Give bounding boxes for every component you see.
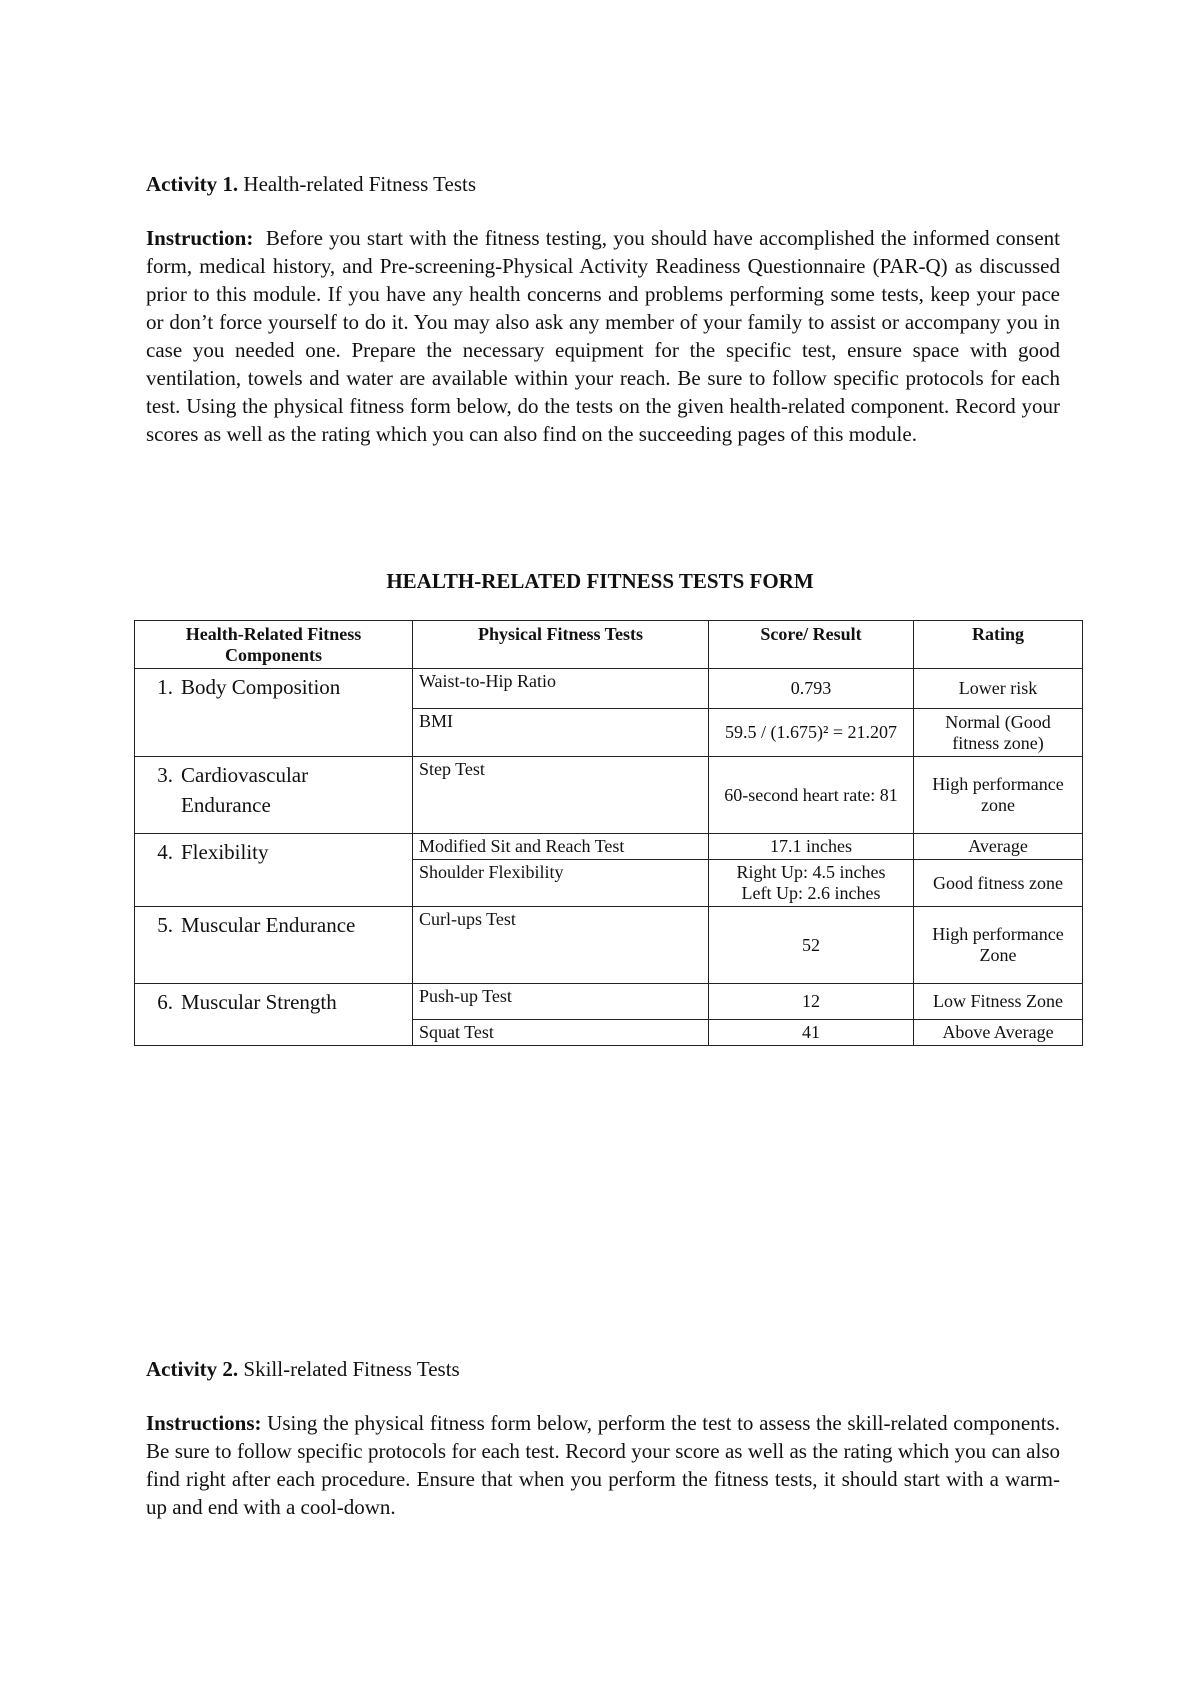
test-score: 41 bbox=[709, 1020, 914, 1046]
test-score: 0.793 bbox=[709, 669, 914, 709]
test-rating: Lower risk bbox=[914, 669, 1083, 709]
activity1-heading bbox=[146, 170, 1060, 198]
component-name: Cardiovascular Endurance bbox=[181, 763, 309, 817]
table-row bbox=[135, 984, 1083, 1020]
table-row bbox=[135, 834, 1083, 860]
activity2-instruction-text: Using the physical fitness form below, perform the test to assess the skill-related components. Be sure to follow specific protocols for each test. Record your score as well as the rating which you can also find right after each procedure. Ensure that when you perform the fitness tests, it should start with a warm-up and end with a cool-down. bbox=[146, 1411, 1061, 1519]
test-name: Squat Test bbox=[413, 1020, 709, 1046]
activity1-instruction-label: Instruction: bbox=[146, 226, 254, 250]
test-rating: High performance Zone bbox=[914, 907, 1083, 984]
component-name: Muscular Endurance bbox=[181, 913, 356, 937]
activity2-instruction-label: Instructions: bbox=[146, 1411, 262, 1435]
header-tests: Physical Fitness Tests bbox=[413, 621, 709, 669]
test-name: Shoulder Flexibility bbox=[413, 860, 709, 907]
component-name: Body Composition bbox=[181, 675, 341, 699]
test-rating: Above Average bbox=[914, 1020, 1083, 1046]
activity2-instruction bbox=[146, 1409, 1060, 1521]
component-cell bbox=[135, 834, 413, 907]
activity2-section bbox=[146, 1355, 1060, 1521]
activity1-instruction-text: Before you start with the fitness testing, you should have accomplished the informed consent form, medical history, and Pre-screening-Physical Activity Readiness Questionnaire (PAR-Q) as discussed prior to this module. If you have any health concerns and problems performing some tests, keep your pace or don’t force yourself to do it. You may also ask any member of your family to assist or accompany you in case you needed one. Prepare the necessary equipment for the specific test, ensure space with good ventilation, towels and water are available within your reach. Be sure to follow specific protocols for each test. Using the physical fitness form below, do the tests on the given health-related component. Record your scores as well as the rating which you can also find on the succeeding pages of this module. bbox=[146, 226, 1061, 446]
activity1-section bbox=[146, 170, 1060, 448]
test-name: BMI bbox=[413, 709, 709, 757]
fitness-tests-table bbox=[134, 620, 1083, 1046]
test-score: 12 bbox=[709, 984, 914, 1020]
test-rating: Average bbox=[914, 834, 1083, 860]
component-number: 1. bbox=[157, 675, 173, 699]
component-name: Flexibility bbox=[181, 840, 269, 864]
activity2-label: Activity 2. bbox=[146, 1357, 239, 1381]
component-number: 6. bbox=[157, 990, 173, 1014]
activity1-title: Health-related Fitness Tests bbox=[243, 172, 476, 196]
test-score: 59.5 / (1.675)² = 21.207 bbox=[709, 709, 914, 757]
component-cell bbox=[135, 984, 413, 1046]
test-rating: High performance zone bbox=[914, 757, 1083, 834]
test-score: 60-second heart rate: 81 bbox=[709, 757, 914, 834]
score-line: Left Up: 2.6 inches bbox=[741, 883, 881, 903]
activity1-label: Activity 1. bbox=[146, 172, 239, 196]
table-header-row bbox=[135, 621, 1083, 669]
form-title: HEALTH-RELATED FITNESS TESTS FORM bbox=[386, 569, 814, 593]
component-name: Muscular Strength bbox=[181, 990, 337, 1014]
component-number: 4. bbox=[157, 840, 173, 864]
test-name: Step Test bbox=[413, 757, 709, 834]
table-row bbox=[135, 907, 1083, 984]
component-cell bbox=[135, 757, 413, 834]
activity1-instruction bbox=[146, 224, 1060, 448]
table-row bbox=[135, 669, 1083, 709]
test-rating: Normal (Good fitness zone) bbox=[914, 709, 1083, 757]
component-cell bbox=[135, 669, 413, 757]
test-name: Curl-ups Test bbox=[413, 907, 709, 984]
test-name: Modified Sit and Reach Test bbox=[413, 834, 709, 860]
test-rating: Good fitness zone bbox=[914, 860, 1083, 907]
score-line: Right Up: 4.5 inches bbox=[736, 862, 886, 882]
test-name: Waist-to-Hip Ratio bbox=[413, 669, 709, 709]
test-name: Push-up Test bbox=[413, 984, 709, 1020]
component-cell bbox=[135, 907, 413, 984]
activity2-title: Skill-related Fitness Tests bbox=[243, 1357, 460, 1381]
activity2-heading bbox=[146, 1355, 1060, 1383]
test-rating: Low Fitness Zone bbox=[914, 984, 1083, 1020]
component-number: 5. bbox=[157, 913, 173, 937]
test-score bbox=[709, 860, 914, 907]
table-row bbox=[135, 757, 1083, 834]
header-score: Score/ Result bbox=[709, 621, 914, 669]
test-score: 52 bbox=[709, 907, 914, 984]
test-score: 17.1 inches bbox=[709, 834, 914, 860]
header-rating: Rating bbox=[914, 621, 1083, 669]
component-number: 3. bbox=[157, 763, 173, 787]
header-components: Health-Related Fitness Components bbox=[135, 621, 413, 669]
